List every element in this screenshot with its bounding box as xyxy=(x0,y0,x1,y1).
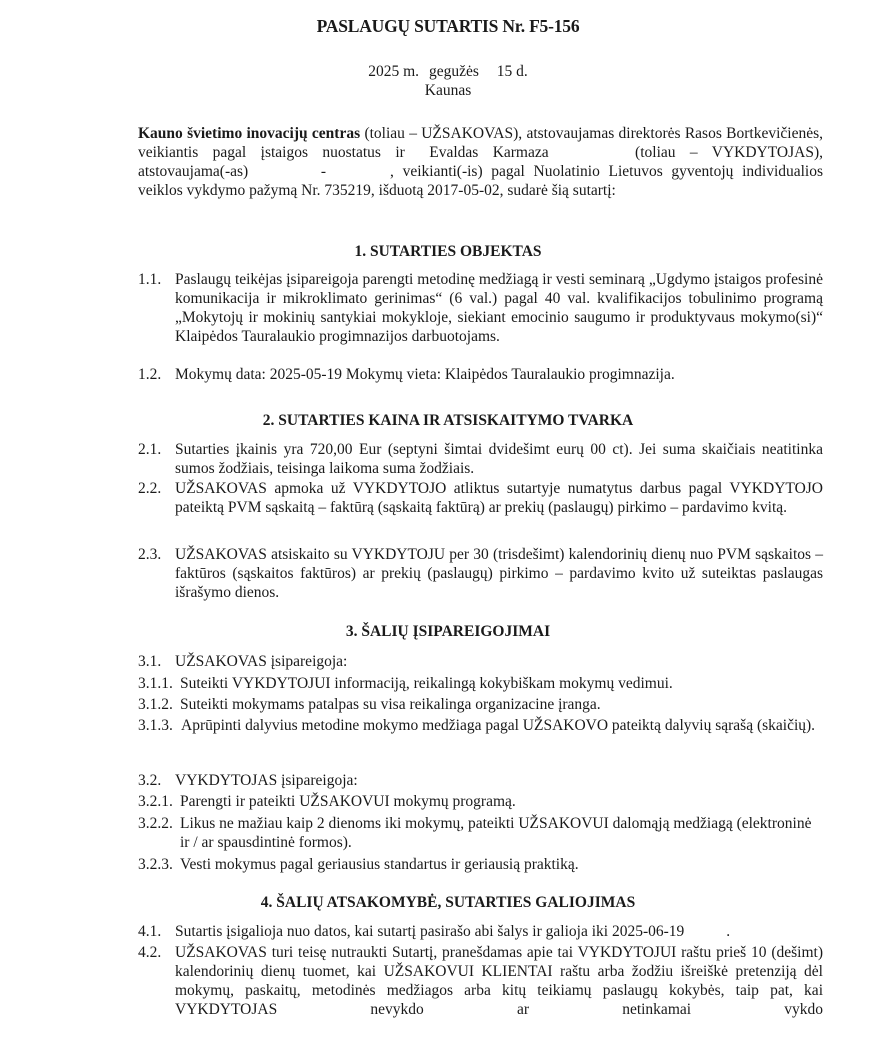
clause-trail: . xyxy=(726,923,731,940)
clause-1-1 xyxy=(138,270,823,346)
date-year: 2025 m. xyxy=(368,63,420,80)
clause-text: Suteikti VYKDYTOJUI informaciją, reikalingą kokybiškam mokymų vedimui. xyxy=(180,675,673,692)
clause-number: 2.2. xyxy=(138,480,162,497)
clause-3-2 xyxy=(138,771,823,790)
clause-2-2 xyxy=(138,479,823,517)
clause-text: UŽSAKOVAS apmoka už VYKDYTOJO atliktus sutartyje numatytus darbus pagal VYKDYTOJO pateiktą PVM sąskaitą – faktūrą (sąskaitą faktūrą) ar prekių (paslaugų) pirkimo – pardavimo kvitą. xyxy=(175,480,823,516)
contract-date xyxy=(0,63,896,81)
clause-3-2-3 xyxy=(138,855,823,874)
clause-text: Sutartis įsigalioja nuo datos, kai sutartį pasirašo abi šalys ir galioja iki 2025-06-19 xyxy=(175,923,685,940)
clause-text: UŽSAKOVAS turi teisę nutraukti Sutartį, pranešdamas apie tai VYKDYTOJUI raštu prieš 10 (dešimt) kalendorinių dienų tuomet, kai UŽSAKOVUI KLIENTAI raštu arba žodžiu išreiškė pretenziją dėl mokymų, paskaitų, metodinės medžiagos arba kitų teikiamų paslaugų kokybės, taip pat, kai VYKDYTOJAS nevykdo ar netinkamai vykdo xyxy=(175,944,823,1018)
date-day: 15 d. xyxy=(496,63,528,80)
document-title: PASLAUGŲ SUTARTIS Nr. F5-156 xyxy=(316,16,580,36)
clause-3-1-3 xyxy=(138,716,823,735)
clause-text: VYKDYTOJAS įsipareigoja: xyxy=(175,772,358,789)
clause-text: Sutarties įkainis yra 720,00 Eur (septyni šimtai dvidešimt eurų 00 ct). Jei suma skaičiais neatitinka sumos žodžiais, teisinga laikoma suma žodžiais. xyxy=(175,441,823,477)
clause-text: Parengti ir pateikti UŽSAKOVUI mokymų programą. xyxy=(180,793,516,810)
party2-name: Evaldas Karmaza xyxy=(429,144,549,161)
contract-city: Kaunas xyxy=(424,82,472,99)
intro-basis: Nuolatinio Lietuvos gyventojų individualios veiklos vykdymo pažymą Nr. 735219, išduotą 2017-05-02 xyxy=(138,163,824,199)
intro-part2: (toliau – VYKDYTOJAS), atstovaujama(-as) xyxy=(138,144,824,180)
clause-number: 3.2. xyxy=(138,772,162,789)
clause-number: 3.2.2. xyxy=(138,815,173,832)
intro-part1: (toliau – UŽSAKOVAS), atstovaujamas direktorės Rasos Bortkevičienės, veikiantis pagal įstaigos nuostatus ir xyxy=(138,125,823,161)
clause-number: 1.2. xyxy=(138,366,162,383)
party1-name: Kauno švietimo inovacijų centras xyxy=(138,125,361,142)
clause-text: UŽSAKOVAS atsiskaito su VYKDYTOJU per 30 (trisdešimt) kalendorinių dienų nuo PVM sąskaitos – faktūros (sąskaitos faktūros) ar prekių (paslaugų) pirkimo – pardavimo kvito už suteiktas paslaugas išrašymo dienos. xyxy=(175,546,823,601)
intro-part4: , sudarė šią sutartį: xyxy=(499,182,616,199)
clause-text: Paslaugų teikėjas įsipareigoja parengti metodinę medžiagą ir vesti seminarą „Ugdymo įstaigos profesinė komunikacija ir mikroklimato gerinimas“ (6 val.) pagal 40 val. kvalifikacijos tobulinimo programą „Mokytojų ir mokinių santykiai mokykloje, siekiant emocinio saugumo ir produktyvaus mokymo(si)“ Klaipėdos Tauralaukio progimnazijos darbuotojams. xyxy=(175,271,823,345)
clause-4-1 xyxy=(138,922,823,941)
section-3-heading: 3. ŠALIŲ ĮSIPAREIGOJIMAI xyxy=(345,623,551,640)
clause-number: 3.1. xyxy=(138,653,162,670)
clause-text: Mokymų data: 2025-05-19 Mokymų vieta: Klaipėdos Tauralaukio progimnazija. xyxy=(175,366,675,383)
clause-number: 3.1.1. xyxy=(138,675,173,692)
clause-3-1-2 xyxy=(138,695,823,714)
clause-number: 1.1. xyxy=(138,271,162,288)
clause-3-1 xyxy=(138,652,823,671)
clause-3-2-2 xyxy=(138,814,823,852)
clause-text: Suteikti mokymams patalpas su visa reikalinga organizacine įranga. xyxy=(180,696,601,713)
clause-text: Aprūpinti dalyvius metodine mokymo medžiaga pagal UŽSAKOVO pateiktą dalyvių sąrašą (skaičių). xyxy=(181,717,816,734)
date-month: gegužės xyxy=(428,63,479,80)
clause-number: 3.1.3. xyxy=(138,717,173,734)
clause-number: 3.1.2. xyxy=(138,696,173,713)
clause-3-2-1 xyxy=(138,792,823,811)
clause-2-1 xyxy=(138,440,823,478)
clause-number: 2.3. xyxy=(138,546,162,563)
section-2-heading: 2. SUTARTIES KAINA IR ATSISKAITYMO TVARKA xyxy=(262,412,634,429)
clause-4-2 xyxy=(138,943,823,1019)
intro-paragraph xyxy=(138,124,823,200)
section-1-heading: 1. SUTARTIES OBJEKTAS xyxy=(354,243,542,260)
clause-number: 4.1. xyxy=(138,923,162,940)
clause-1-2 xyxy=(138,365,823,384)
representative: - xyxy=(320,163,327,180)
clause-text: Likus ne mažiau kaip 2 dienoms iki mokymų, pateikti UŽSAKOVUI dalomąją medžiagą (elektroninė ir / ar spausdintinė formos). xyxy=(180,815,812,851)
clause-number: 3.2.1. xyxy=(138,793,173,810)
clause-2-3 xyxy=(138,545,823,602)
clause-number: 2.1. xyxy=(138,441,162,458)
clause-text: UŽSAKOVAS įsipareigoja: xyxy=(175,653,348,670)
clause-text: Vesti mokymus pagal geriausius standartus ir geriausią praktiką. xyxy=(180,856,579,873)
clause-3-1-1 xyxy=(138,674,823,693)
clause-number: 4.2. xyxy=(138,944,162,961)
section-4-heading: 4. ŠALIŲ ATSAKOMYBĖ, SUTARTIES GALIOJIMAS xyxy=(260,894,636,911)
clause-number: 3.2.3. xyxy=(138,856,173,873)
intro-part3: , veikianti(-is) pagal xyxy=(390,163,525,180)
